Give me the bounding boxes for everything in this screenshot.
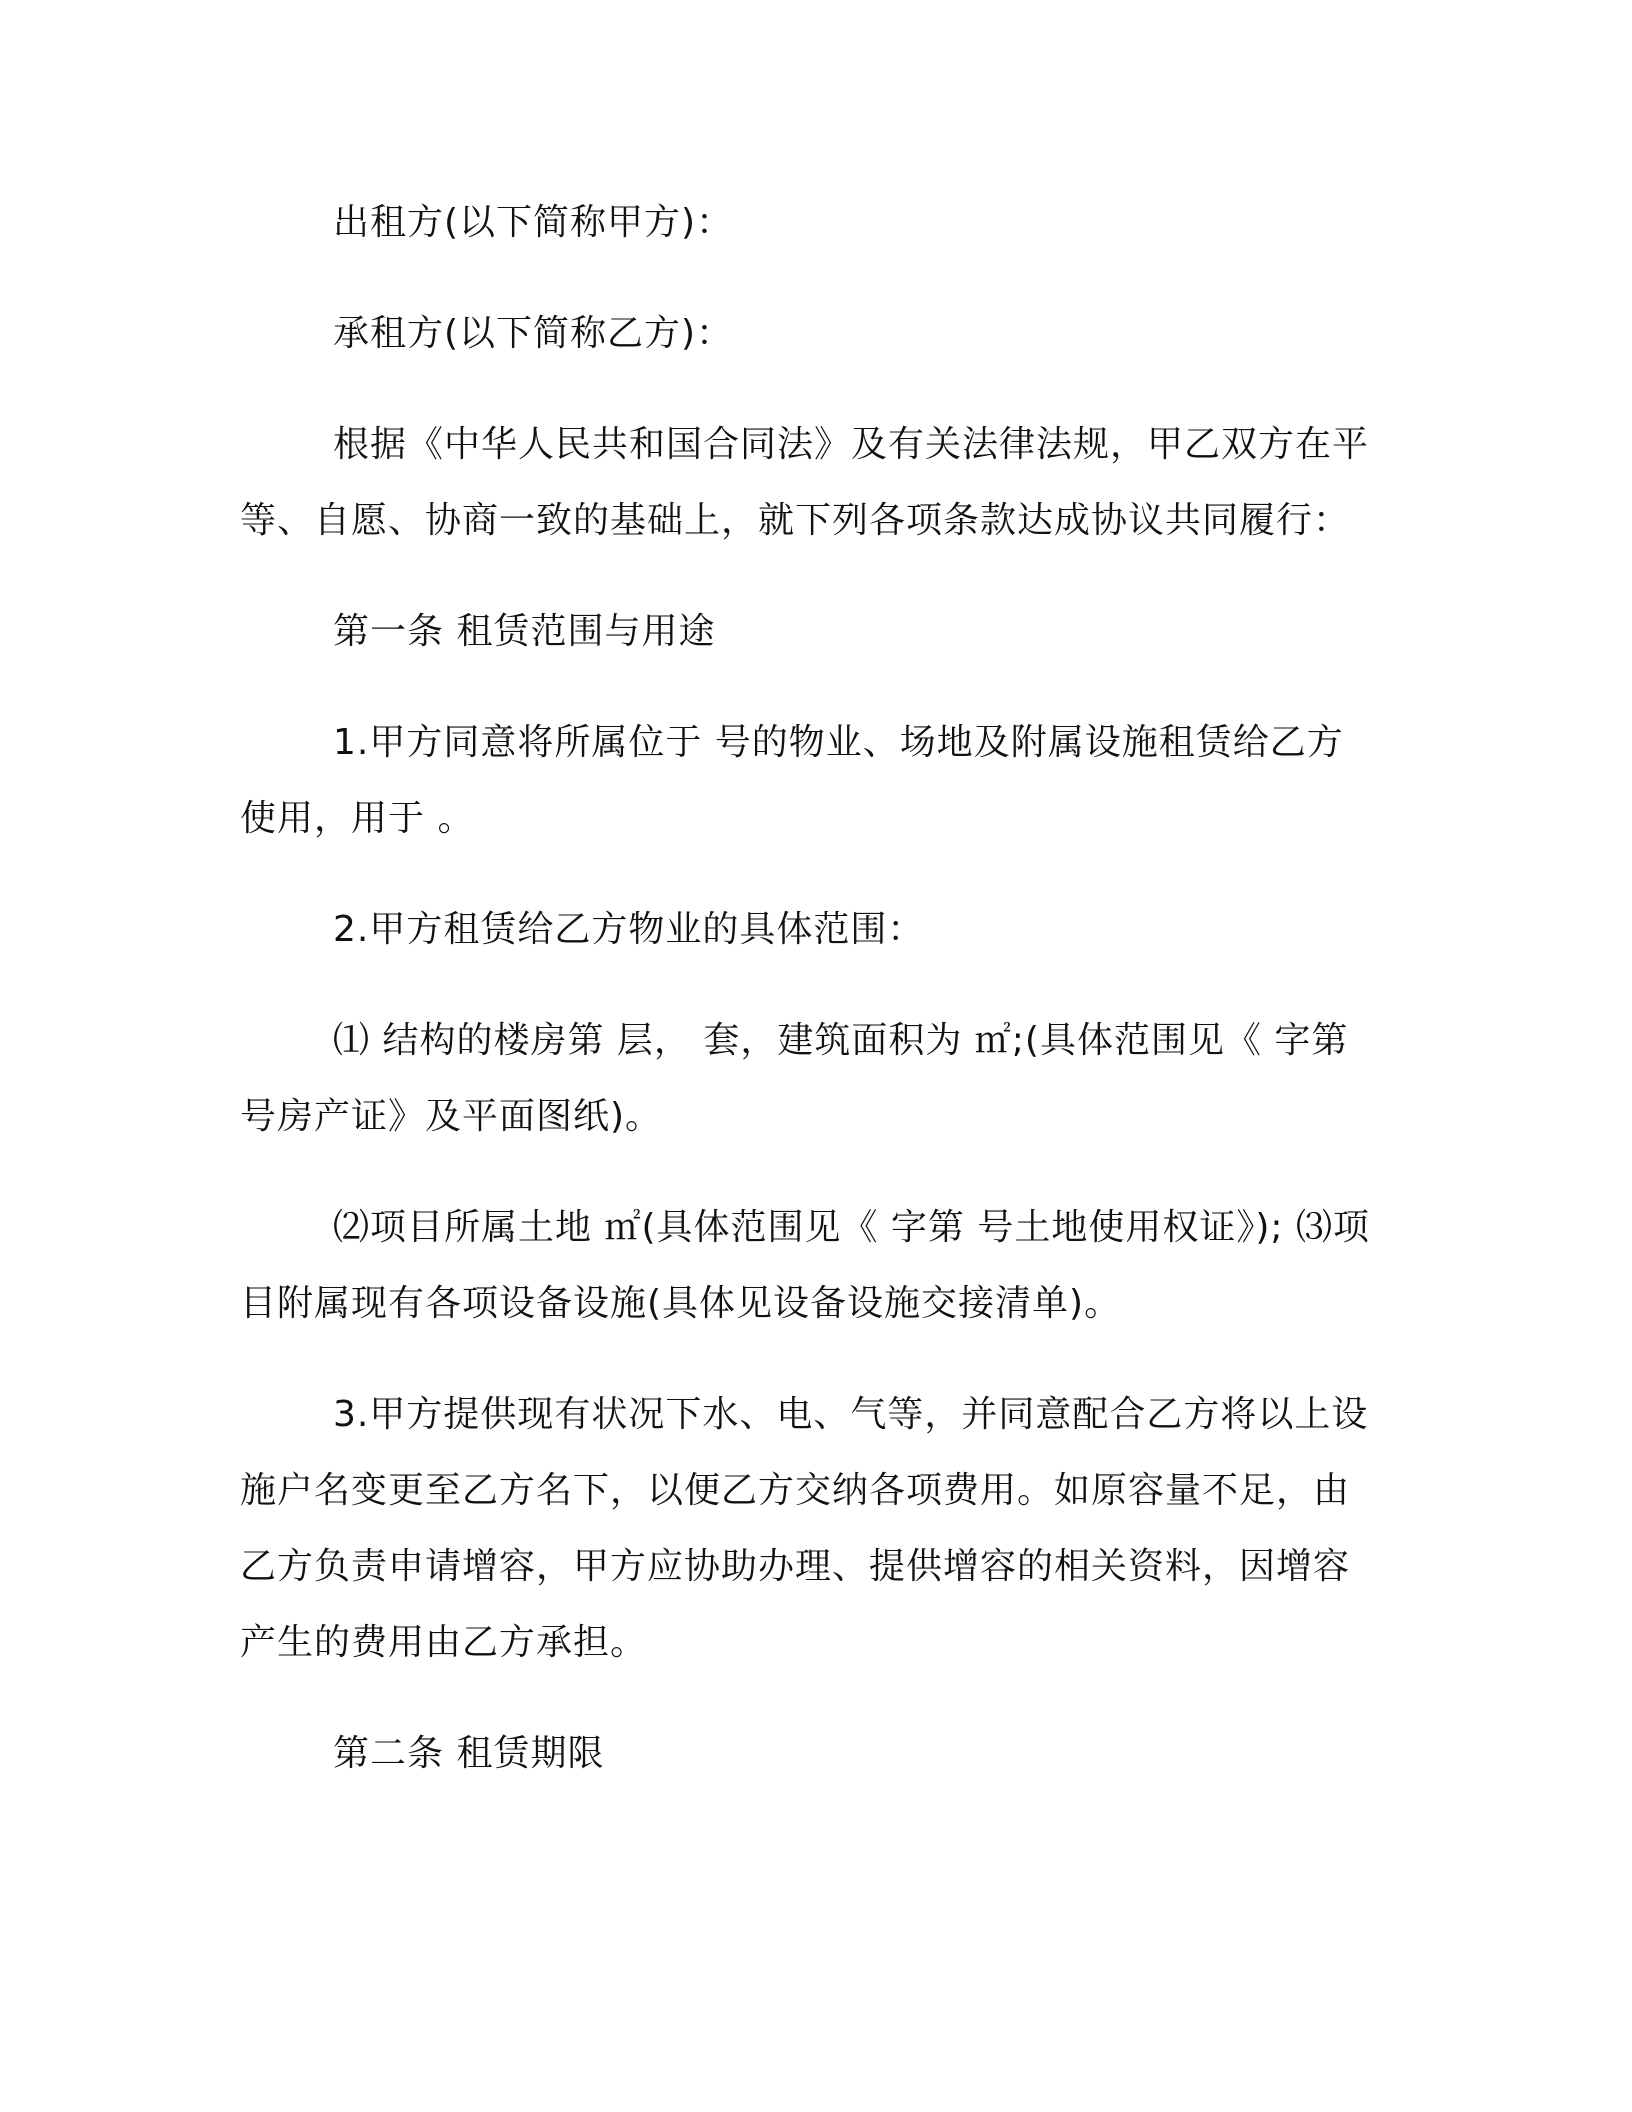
clause-1-3: 3.甲方提供现有状况下水、电、气等，并同意配合乙方将以上设施户名变更至乙方名下，以便乙方交纳各项费用。如原容量不足，由乙方负责申请增容，甲方应协助办理、提供增容的相关资料，因增容产生的费用由乙方承担。 [240,1394,1369,1663]
clause-1-2: 2.甲方租赁给乙方物业的具体范围： [333,909,925,950]
preamble-paragraph: 根据《中华人民共和国合同法》及有关法律法规，甲乙双方在平等、自愿、协商一致的基础上，就下列各项条款达成协议共同履行： [240,424,1370,541]
document-body [240,185,1380,1792]
lessee-line: 承租方(以下简称乙方)： [333,313,734,354]
clause-1-2-item-2-3: ⑵项目所属土地 ㎡(具体范围见《 字第 号土地使用权证》); ⑶项目附属现有各项设备设施(具体见设备设施交接清单)。 [240,1207,1370,1324]
lessor-line: 出租方(以下简称甲方)： [333,202,734,243]
article-2-heading: 第二条 租赁期限 [333,1733,605,1774]
clause-1-1: 1.甲方同意将所属位于 号的物业、场地及附属设施租赁给乙方使用，用于 。 [240,722,1344,839]
clause-1-2-item-1: ⑴ 结构的楼房第 层， 套，建筑面积为 ㎡;(具体范围见《 字第 号房产证》及平面图纸)。 [240,1020,1349,1137]
article-1-heading: 第一条 租赁范围与用途 [333,611,716,652]
